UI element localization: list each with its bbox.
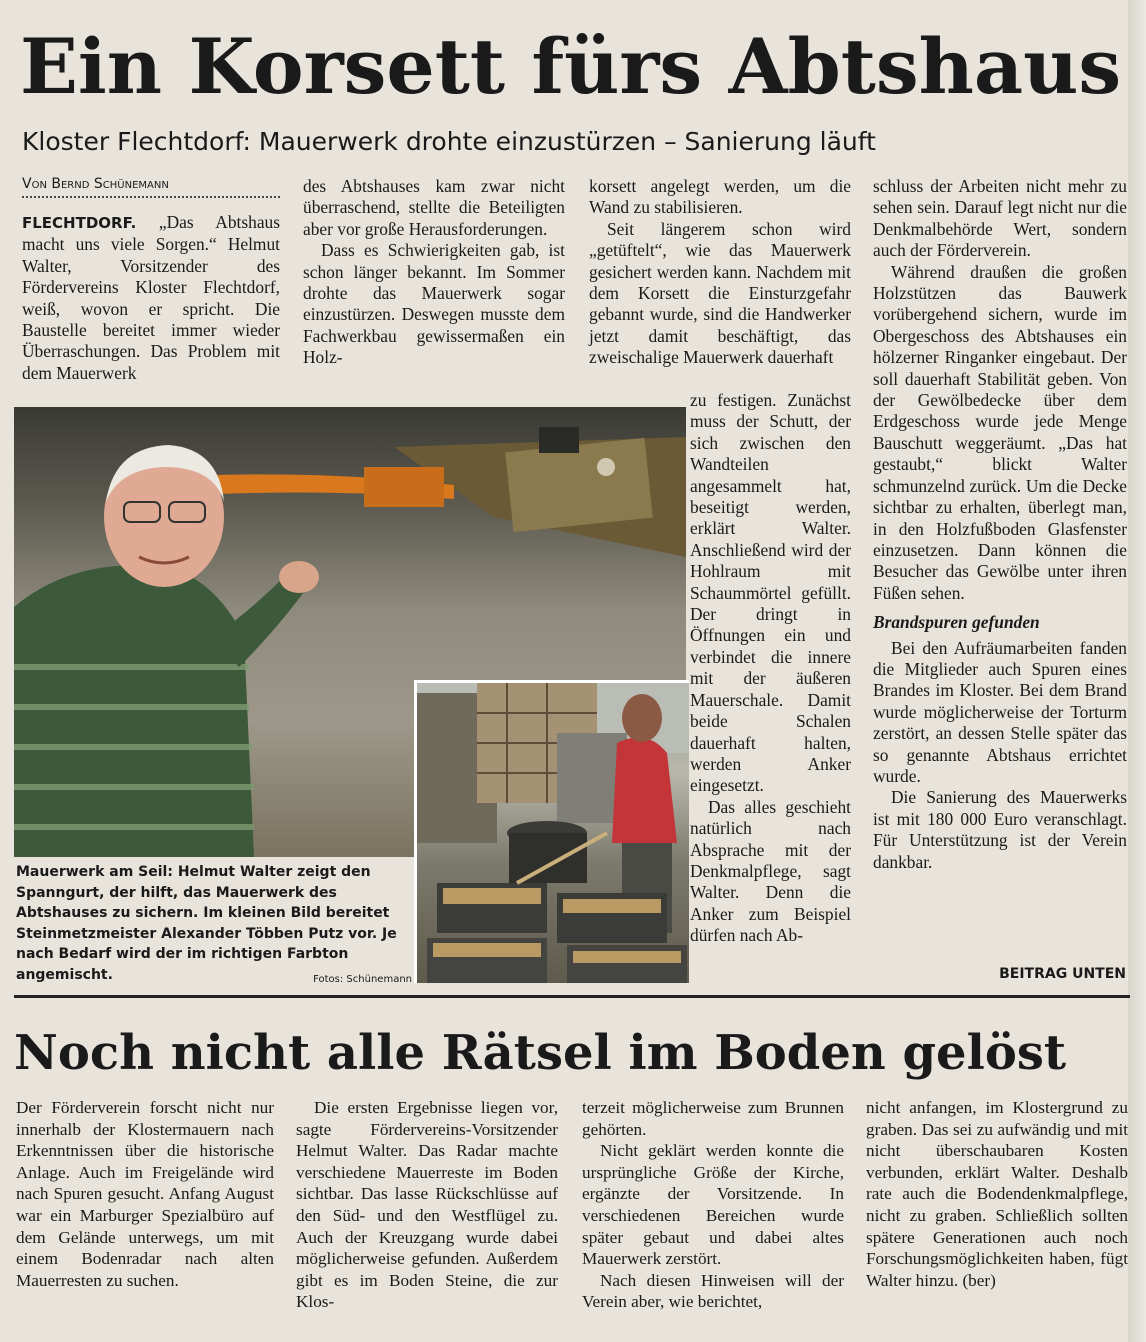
beitrag-unten-label: BEITRAG UNTEN bbox=[999, 966, 1126, 982]
paragraph: Das alles geschieht natürlich nach Absprache mit der Denkmalpflege, sagt Walter. Denn die Anker zum Beispiel dürfen nach Ab- bbox=[690, 796, 851, 946]
photo-caption bbox=[16, 862, 412, 990]
article2-column-2 bbox=[296, 1097, 558, 1313]
section-subtitle: Brandspuren gefunden bbox=[873, 612, 1040, 633]
article1-column-3-bottom bbox=[690, 390, 851, 947]
subheadline: Kloster Flechtdorf: Mauerwerk drohte einzustürzen – Sanierung läuft bbox=[22, 127, 876, 156]
inset-illustration bbox=[417, 683, 689, 983]
photo-credit: Fotos: Schünemann bbox=[313, 973, 412, 985]
article-divider bbox=[14, 995, 1130, 998]
paragraph: Die ersten Ergebnisse liegen vor, sagte Fördervereins-Vorsitzender Helmut Walter. Das Radar machte verschiedene Mauerreste im Boden sichtbar. Das lasse Rückschlüsse auf den Süd- und den Westflügel zu. Auch der Kreuzgang wurde dabei möglicherweise gefunden. Außerdem gibt es im Boden Steine, die zur Klos- bbox=[296, 1098, 558, 1312]
paragraph: korsett angelegt werden, um die Wand zu stabilisieren. bbox=[589, 176, 851, 218]
paragraph: des Abtshauses kam zwar nicht überraschend, stellte die Beteiligten aber vor große Herausforderungen. bbox=[303, 176, 565, 239]
byline: Von Bernd Schünemann bbox=[22, 176, 280, 198]
dateline: FLECHTDORF. bbox=[22, 214, 137, 232]
headline-second: Noch nicht alle Rätsel im Boden gelöst bbox=[14, 1025, 1067, 1081]
article1-column-3-top bbox=[589, 176, 851, 369]
paragraph: Dass es Schwierigkeiten gab, ist schon länger bekannt. Im Sommer drohte das Mauerwerk sogar einzustürzen. Deswegen musste dem Fachwerkbau gewissermaßen ein Holz- bbox=[303, 240, 565, 368]
adjacent-page-edge bbox=[1128, 0, 1146, 1342]
paragraph: Bei den Aufräumarbeiten fanden die Mitglieder auch Spuren eines Brandes im Kloster. Bei dem Brand wurde möglicherweise der Torturm zerstört, an dessen Stelle später das so genannte Abtshaus errichtet wurde. bbox=[873, 637, 1127, 786]
article1-column-4 bbox=[873, 176, 1127, 873]
caption-text: Mauerwerk am Seil: Helmut Walter zeigt den Spanngurt, der hilft, das Mauerwerk des Abtshauses zu sichern. Im kleinen Bild bereitet Steinmetzmeister Alexander Többen Putz vor. Je nach Bedarf wird der im richtigen Farbton angemischt. bbox=[16, 864, 397, 983]
article1-column-2 bbox=[303, 176, 565, 369]
paragraph: Nicht geklärt werden konnte die ursprüngliche Größe der Kirche, ergänzte der Vorsitzende. In verschiedenen Bereichen wurde später gebaut und dabei altes Mauerwerk zerstört. bbox=[582, 1141, 844, 1269]
paragraph: schluss der Arbeiten nicht mehr zu sehen sein. Darauf legt nicht nur die Denkmalbehörde Wert, sondern auch der Förderverein. bbox=[873, 176, 1127, 261]
paragraph: Der Förderverein forscht nicht nur innerhalb der Klostermauern nach Erkenntnissen über die historische Anlage. Auch im Freigelände wird nach Spuren gesucht. Anfang August war ein Marburger Spezialbüro auf dem Gelände unterwegs, um mit einem Bodenradar nach alten Mauerresten zu suchen. bbox=[16, 1098, 274, 1290]
paragraph: terzeit möglicherweise zum Brunnen gehörten. bbox=[582, 1098, 844, 1139]
article1-column-1 bbox=[22, 212, 280, 384]
col1-text: „Das Abtshaus macht uns viele Sorgen.“ Helmut Walter, Vorsitzender des Fördervereins Kloster Flechtdorf, weiß, wovon er spricht. Die Baustelle bereitet immer wieder Überraschungen. Das Problem mit dem Mauerwerk bbox=[22, 212, 280, 383]
article2-column-4 bbox=[866, 1097, 1128, 1291]
photo-stonemason bbox=[414, 680, 689, 983]
paragraph: Die Sanierung des Mauerwerks ist mit 180 000 Euro veranschlagt. Für Unterstützung ist der Verein dankbar. bbox=[873, 787, 1127, 872]
headline-main: Ein Korsett fürs Abtshaus bbox=[20, 22, 1122, 111]
paragraph: nicht anfangen, im Klostergrund zu graben. Das sei zu aufwändig und mit nicht überschaubaren Kosten verbunden, erklärt Walter. Deshalb rate auch die Bodendenkmalpflege, nicht zu graben. Schließlich sollten spätere Generationen auch noch Forschungsmöglichkeiten haben, fügt Walter hinzu. (ber) bbox=[866, 1098, 1128, 1290]
article2-column-3 bbox=[582, 1097, 844, 1313]
article2-column-1 bbox=[16, 1097, 274, 1291]
paragraph: Nach diesen Hinweisen will der Verein aber, wie berichtet, bbox=[582, 1270, 844, 1312]
paragraph: zu festigen. Zunächst muss der Schutt, der sich zwischen den Wandteilen angesammelt hat, beseitigt werden, erklärt Walter. Anschließend wird der Hohlraum mit Schaummörtel gefüllt. Der dringt in Öffnungen ein und verbindet die innere mit der äußeren Mauerschale. Damit beide Schalen dauerhaft halten, werden Anker eingesetzt. bbox=[690, 390, 851, 796]
paragraph: Seit längerem schon wird „getüftelt“, wie das Mauerwerk gesichert werden kann. Nachdem mit dem Korsett die Einsturzgefahr gebannt wurde, sind die Handwerker jetzt damit beschäftigt, das zweischalige Mauerwerk dauerhaft bbox=[589, 218, 851, 368]
paragraph: Während draußen die großen Holzstützen das Bauwerk vorübergehend sichern, wurde im Obergeschoss des Abtshauses ein hölzerner Ringanker eingebaut. Der soll dauerhaft Stabilität geben. Von der Gewölbedecke über dem Erdgeschoss wurde jede Menge Bauschutt weggeräumt. „Das hat gestaubt,“ blickt Walter schmunzelnd zurück. Um die Decke sichtbar zu erhalten, überlegt man, in den Holzfußboden Glasfenster einzusetzen. Dann können die Besucher das Gewölbe unter ihren Füßen sehen. bbox=[873, 261, 1127, 603]
